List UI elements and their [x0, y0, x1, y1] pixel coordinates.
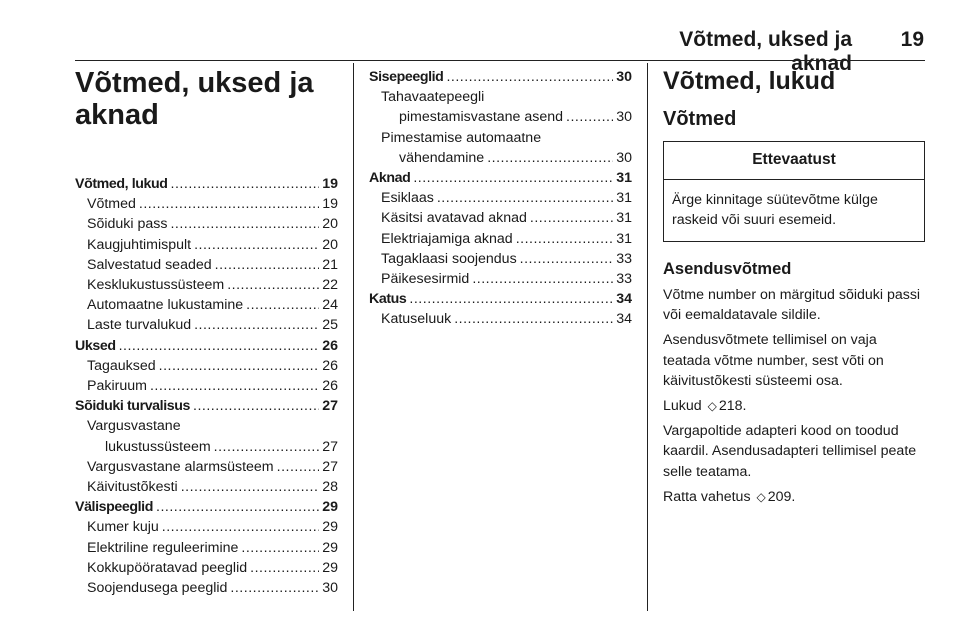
toc-entry[interactable]: Katus ..... 34 — [369, 289, 632, 309]
toc-entry[interactable]: Soojendusega peeglid ..... 30 — [75, 578, 338, 598]
toc-entry[interactable]: Tagauksed ..... 26 — [75, 356, 338, 376]
toc-entry[interactable]: Pimestamise automaatne vähendamine ..... 30 — [369, 128, 632, 168]
toc-entry[interactable]: Käsitsi avatavad aknad ..... 31 — [369, 208, 632, 228]
toc-entry[interactable]: Päikesesirmid ..... 33 — [369, 269, 632, 289]
toc-entry[interactable]: Katuseluuk ..... 34 — [369, 309, 632, 329]
toc-entry[interactable]: Laste turvalukud ..... 25 — [75, 315, 338, 335]
toc-entry[interactable]: Vargusvastane lukustussüsteem ..... 27 — [75, 416, 338, 456]
warning-heading: Ettevaatust — [664, 142, 924, 180]
toc-entry[interactable]: Välispeeglid ..... 29 — [75, 497, 338, 517]
toc-entry[interactable]: Võtmed, lukud ..... 19 — [75, 174, 338, 194]
toc-entry[interactable]: Kaugjuhtimispult ..... 20 — [75, 235, 338, 255]
column-divider-2 — [647, 63, 648, 611]
column-divider-1 — [353, 63, 354, 611]
chapter-title: Võtmed, uksed ja aknad — [75, 67, 314, 131]
subsection-title: Võtmed — [663, 108, 737, 130]
toc-column-1 — [75, 67, 338, 598]
toc-entry[interactable]: Vargusvastane alarmsüsteem ..... 27 — [75, 457, 338, 477]
paragraph: Võtme number on märgitud sõiduki passi või eemaldatavale sildile. — [663, 287, 921, 324]
toc-entry[interactable]: Sõiduki turvalisus ..... 27 — [75, 396, 338, 416]
toc-entry[interactable]: Käivitustõkesti ..... 28 — [75, 477, 338, 497]
toc-entry[interactable]: Sõiduki pass ..... 20 — [75, 214, 338, 234]
toc-list-2 — [369, 67, 632, 330]
paragraph: Asendusvõtmete tellimisel on vaja teatada võtme number, sest võti on käivitustõkesti süsteemi osa. — [663, 332, 884, 389]
page-reference-icon: ◇ — [756, 489, 766, 504]
toc-entry[interactable]: Elektriajamiga aknad ..... 31 — [369, 229, 632, 249]
page-number: 19 — [900, 28, 924, 51]
page-reference-icon: ◇ — [707, 399, 717, 414]
page-reference-link[interactable]: 209. — [767, 488, 796, 505]
toc-entry[interactable]: Kesklukustussüsteem ..... 22 — [75, 275, 338, 295]
toc-entry[interactable]: Kokkupööratavad peeglid ..... 29 — [75, 558, 338, 578]
section-title: Võtmed, lukud — [663, 67, 836, 95]
toc-entry[interactable]: Salvestatud seaded ..... 21 — [75, 255, 338, 275]
page-reference-link[interactable]: 218. — [718, 398, 747, 415]
toc-entry[interactable]: Esiklaas ..... 31 — [369, 188, 632, 208]
subsection-heading: Asendusvõtmed — [663, 260, 792, 278]
toc-entry[interactable]: Tahavaatepeegli pimestamisvastane asend ..... 30 — [369, 87, 632, 127]
toc-entry[interactable]: Uksed ..... 26 — [75, 336, 338, 356]
toc-entry[interactable]: Aknad ..... 31 — [369, 168, 632, 188]
toc-entry[interactable]: Kumer kuju ..... 29 — [75, 517, 338, 537]
warning-box — [663, 141, 925, 242]
header-rule — [75, 60, 925, 61]
toc-entry[interactable]: Tagaklaasi soojendus ..... 33 — [369, 249, 632, 269]
running-header-title: Võtmed, uksed ja aknad — [679, 28, 852, 75]
toc-entry[interactable]: Elektriline reguleerimine ..... 29 — [75, 538, 338, 558]
paragraph: Lukud ◇ 218. — [663, 396, 925, 416]
toc-column-2 — [369, 67, 632, 330]
toc-entry[interactable]: Sisepeeglid ..... 30 — [369, 67, 632, 87]
paragraph: Vargapoltide adapteri kood on toodud kaardil. Asendusadapteri tellimisel peate selle teatama. — [663, 423, 917, 480]
toc-list-1 — [75, 174, 338, 598]
paragraph: Ratta vahetus ◇ 209. — [663, 487, 925, 507]
toc-entry[interactable]: Võtmed ..... 19 — [75, 194, 338, 214]
toc-entry[interactable]: Automaatne lukustamine ..... 24 — [75, 295, 338, 315]
warning-text: Ärge kinnitage süütevõtme külge raskeid või suuri esemeid. — [672, 192, 878, 228]
toc-entry[interactable]: Pakiruum ..... 26 — [75, 376, 338, 396]
content-column — [663, 67, 925, 512]
